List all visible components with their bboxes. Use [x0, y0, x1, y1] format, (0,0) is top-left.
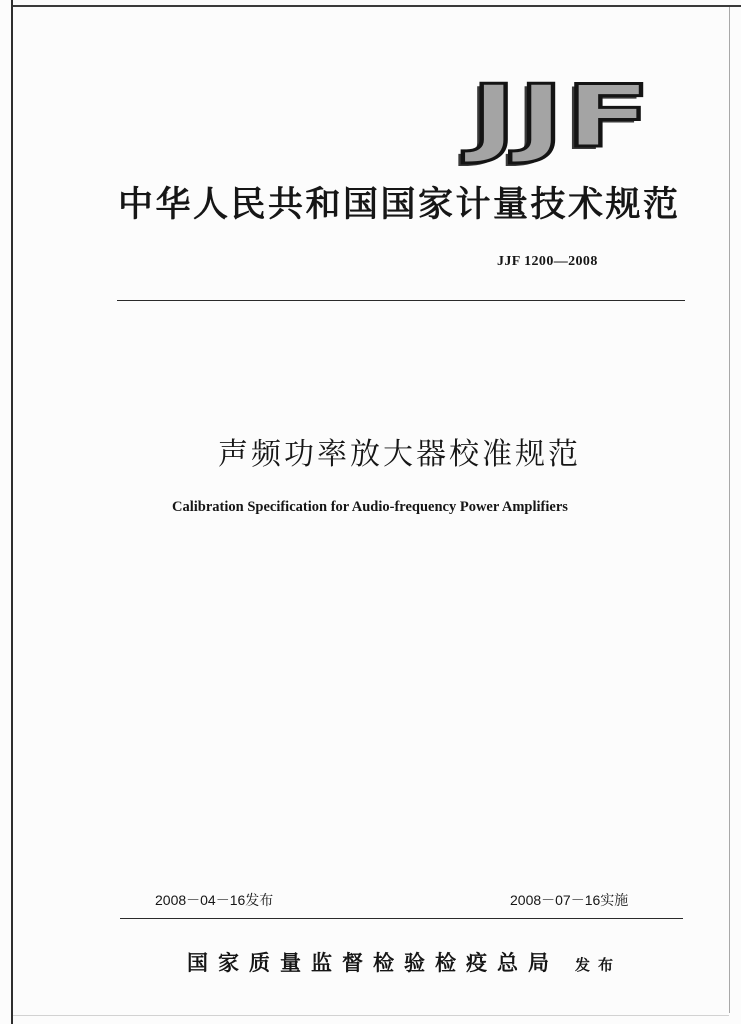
- header-rule: [117, 300, 685, 301]
- jjf-logo: JJF: [470, 67, 652, 167]
- document-title-chinese: 声频功率放大器校准规范: [218, 437, 581, 472]
- page-edge-left: [11, 0, 13, 1024]
- footer-rule: [120, 918, 683, 919]
- publisher-name: 国家质量监督检验检疫总局: [187, 950, 559, 975]
- document-code: JJF 1200—2008: [497, 254, 598, 269]
- page-edge-bottom: [13, 1015, 729, 1016]
- standard-series-title: 中华人民共和国国家计量技术规范: [118, 184, 681, 225]
- issue-date: 2008－04－16发布: [155, 892, 274, 908]
- implementation-date: 2008－07－16实施: [510, 892, 629, 908]
- document-title-english: Calibration Specification for Audio-frequency Power Amplifiers: [172, 499, 568, 515]
- page-edge-right: [729, 7, 730, 1013]
- page-edge-top: [13, 5, 741, 7]
- publisher-action: 发布: [575, 956, 622, 974]
